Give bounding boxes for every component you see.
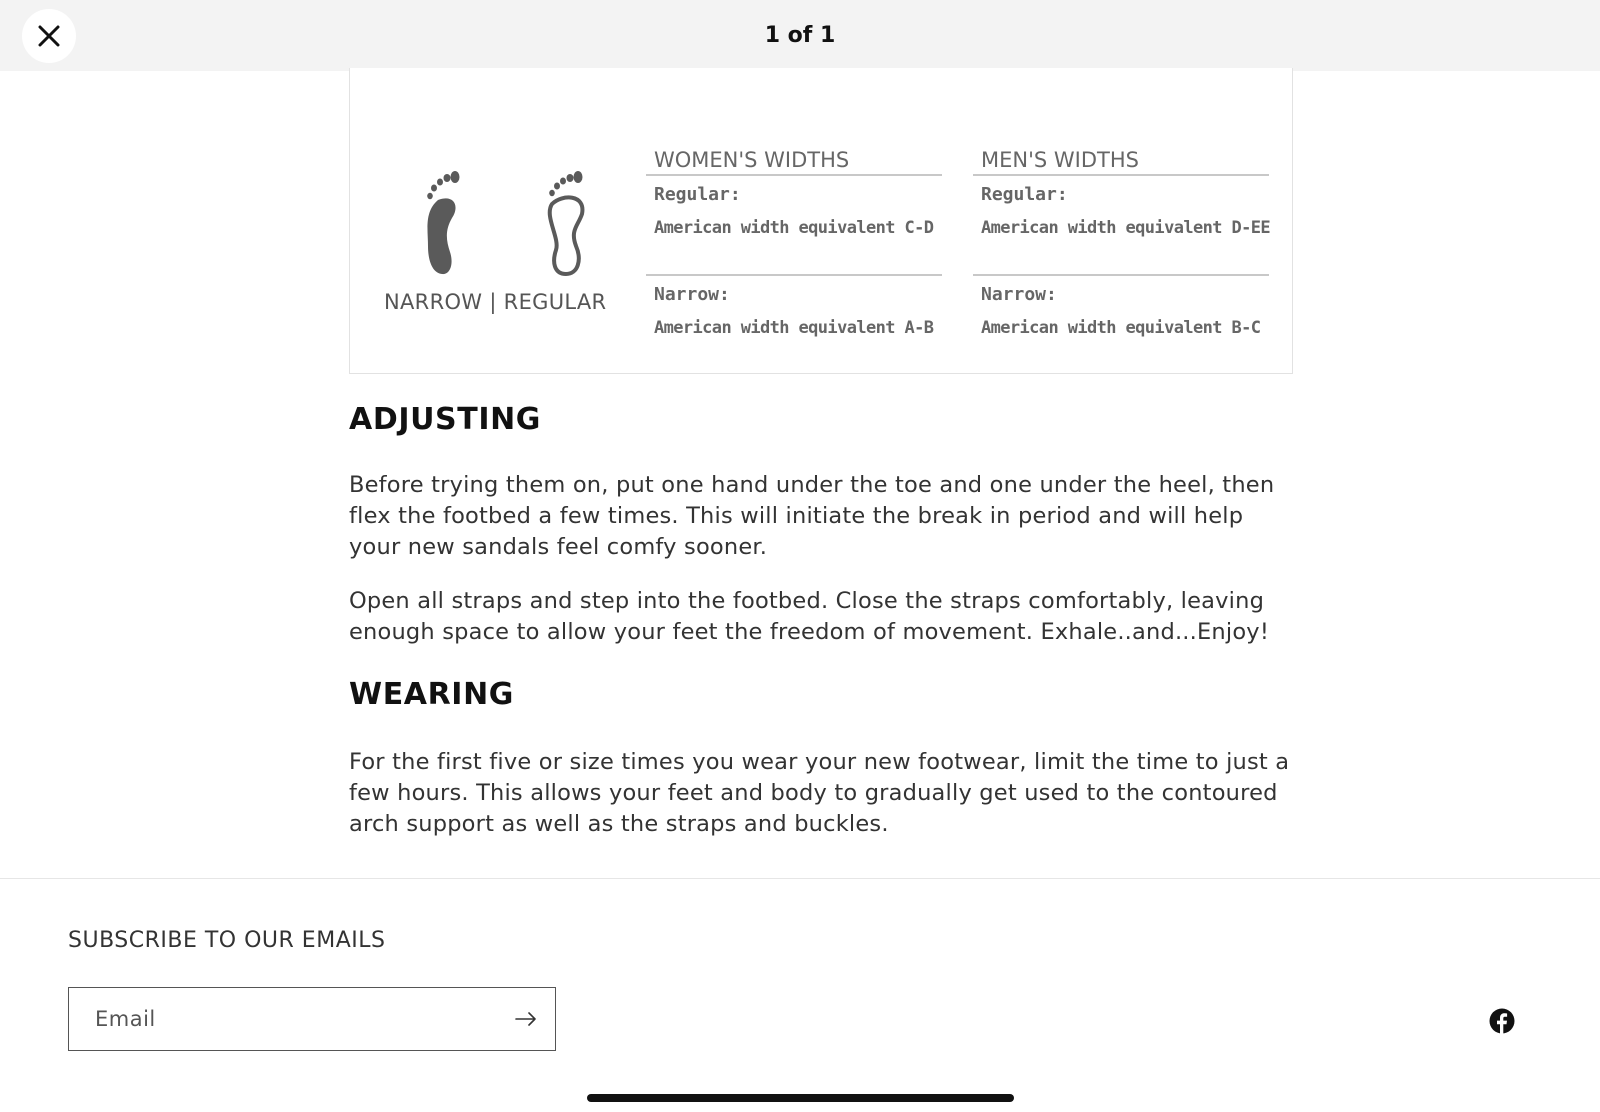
wearing-heading: WEARING [349,677,514,712]
womens-widths-column [646,146,942,376]
feet-illustration [380,168,600,280]
womens-regular-block [646,176,942,276]
adjusting-paragraph-2: Open all straps and step into the footbed. Close the straps comfortably, leaving enough space to allow your feet the freedom of movement. Exhale..and...Enjoy! [349,588,1270,645]
mens-narrow-desc: American width equivalent B-C [981,318,1261,338]
womens-narrow-label: Narrow: [654,284,730,305]
mens-widths-column [973,146,1269,376]
email-input[interactable] [95,988,475,1049]
mens-narrow-label: Narrow: [981,284,1057,305]
womens-regular-label: Regular: [654,184,741,205]
email-form [68,987,556,1051]
womens-regular-desc: American width equivalent C-D [654,218,934,238]
mens-regular-block [973,176,1269,276]
close-icon [38,25,60,47]
home-indicator[interactable] [587,1094,1014,1102]
mens-regular-label: Regular: [981,184,1068,205]
wearing-paragraph: For the first five or size times you wear your new footwear, limit the time to just a few hours. This allows your feet and body to gradually get used to the contoured arch support as well as the straps and buckles. [349,749,1290,837]
width-chart-image [349,68,1293,374]
mens-narrow-block [973,276,1269,376]
womens-narrow-desc: American width equivalent A-B [654,318,934,338]
mens-regular-desc: American width equivalent D-EE [981,218,1271,238]
narrow-foot-icon [420,168,472,276]
adjusting-paragraph-1: Before trying them on, put one hand under the toe and one under the heel, then flex the footbed a few times. This will initiate the break in period and will help your new sandals feel comfy sooner. [349,472,1275,560]
subscribe-title: SUBSCRIBE TO OUR EMAILS [68,928,386,953]
regular-foot-icon [540,168,592,276]
viewer-top-bar [0,0,1600,71]
adjusting-heading: ADJUSTING [349,402,542,437]
subscribe-submit-button[interactable] [513,1006,539,1032]
womens-widths-title: WOMEN'S WIDTHS [646,146,942,176]
image-counter: 1 of 1 [764,23,836,48]
arrow-right-icon [515,1012,537,1026]
foot-width-label: NARROW | REGULAR [384,290,607,314]
footer-divider [0,878,1600,879]
womens-narrow-block [646,276,942,376]
facebook-icon[interactable] [1489,1008,1515,1034]
close-button[interactable] [22,9,76,63]
mens-widths-title: MEN'S WIDTHS [973,146,1269,176]
